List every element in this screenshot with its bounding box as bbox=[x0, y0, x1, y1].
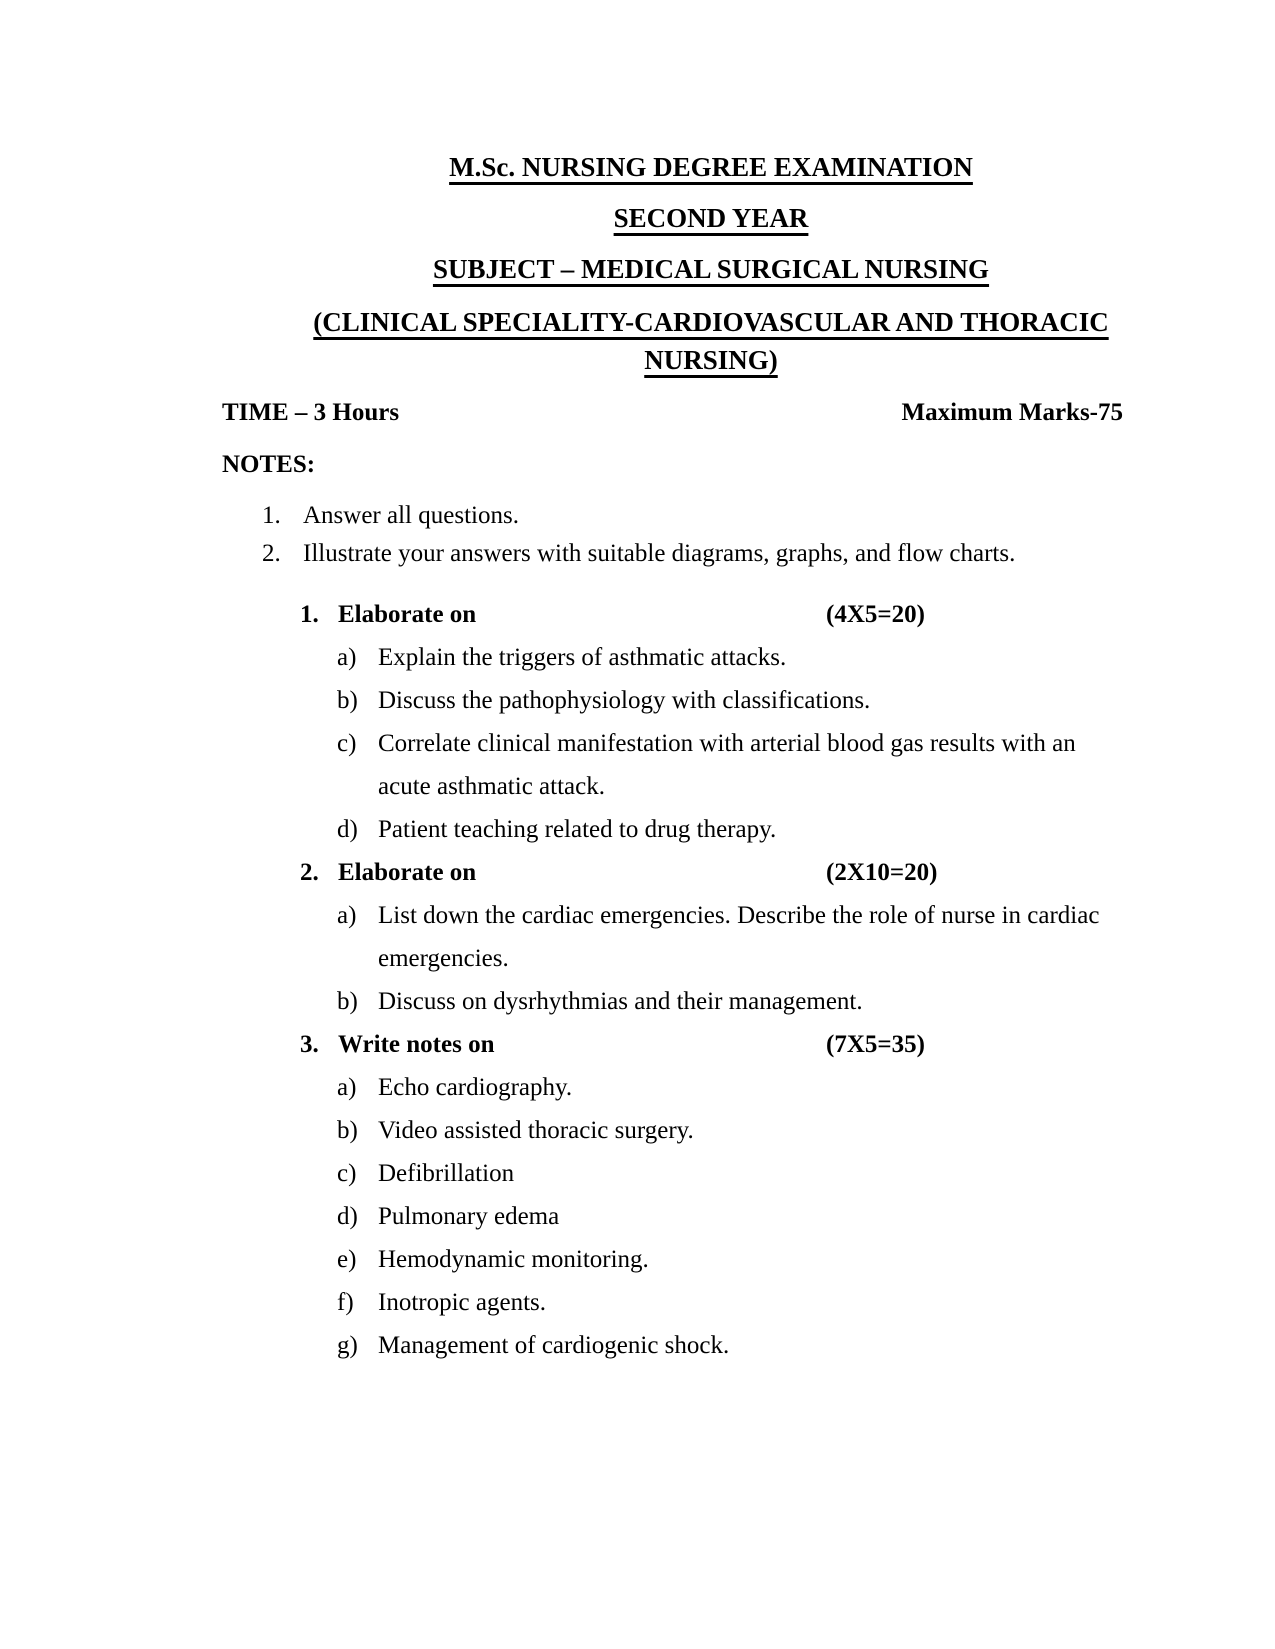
item-letter: d) bbox=[337, 816, 358, 843]
item-letter: d) bbox=[337, 1203, 358, 1230]
question-item bbox=[337, 679, 1275, 722]
item-text: Patient teaching related to drug therapy. bbox=[378, 816, 777, 843]
item-text: Correlate clinical manifestation with arterial blood gas results with an acute asthmatic attack. bbox=[378, 730, 1076, 800]
item-text: Pulmonary edema bbox=[378, 1203, 560, 1230]
question-heading bbox=[300, 593, 1275, 636]
question-item bbox=[337, 636, 1275, 679]
time-label: TIME – 3 Hours bbox=[222, 399, 400, 426]
item-text: Explain the triggers of asthmatic attacks. bbox=[378, 644, 787, 671]
question-number: 2. bbox=[300, 859, 319, 886]
question-heading bbox=[300, 1023, 1275, 1066]
item-letter: b) bbox=[337, 1117, 358, 1144]
question-marks: (2X10=20) bbox=[826, 859, 938, 886]
item-letter: a) bbox=[337, 1074, 357, 1101]
question-label: Write notes on bbox=[338, 1031, 495, 1058]
item-letter: b) bbox=[337, 988, 358, 1015]
item-letter: f) bbox=[337, 1289, 354, 1316]
question-label: Elaborate on bbox=[338, 601, 477, 628]
note-item bbox=[262, 497, 1275, 535]
item-letter: g) bbox=[337, 1332, 358, 1359]
item-letter: b) bbox=[337, 687, 358, 714]
item-letter: a) bbox=[337, 644, 357, 671]
item-text: Management of cardiogenic shock. bbox=[378, 1332, 730, 1359]
item-text: Defibrillation bbox=[378, 1160, 515, 1187]
title-block bbox=[147, 0, 1275, 379]
question-item bbox=[337, 894, 1275, 980]
question-item bbox=[337, 722, 1275, 808]
exam-title: M.Sc. NURSING DEGREE EXAMINATION bbox=[449, 152, 973, 182]
question-item bbox=[337, 1152, 1275, 1195]
question-number: 3. bbox=[300, 1031, 319, 1058]
question-item bbox=[337, 808, 1275, 851]
question-item bbox=[337, 1324, 1275, 1367]
question-heading bbox=[300, 851, 1275, 894]
question-marks: (4X5=20) bbox=[826, 601, 925, 628]
item-text: Echo cardiography. bbox=[378, 1074, 573, 1101]
questions-section bbox=[0, 593, 1275, 1367]
item-text: Hemodynamic monitoring. bbox=[378, 1246, 649, 1273]
item-letter: c) bbox=[337, 730, 357, 757]
notes-heading: NOTES: bbox=[222, 451, 316, 478]
item-text: Inotropic agents. bbox=[378, 1289, 547, 1316]
note-text: Illustrate your answers with suitable diagrams, graphs, and flow charts. bbox=[303, 540, 1016, 567]
item-text: Discuss the pathophysiology with classifications. bbox=[378, 687, 871, 714]
item-text: List down the cardiac emergencies. Describe the role of nurse in cardiac emergencies. bbox=[378, 902, 1100, 972]
note-number: 1. bbox=[262, 502, 281, 529]
meta-row bbox=[222, 395, 1123, 430]
question-label: Elaborate on bbox=[338, 859, 477, 886]
note-number: 2. bbox=[262, 540, 281, 567]
year-title: SECOND YEAR bbox=[613, 203, 809, 233]
note-item bbox=[262, 535, 1275, 573]
question-marks: (7X5=35) bbox=[826, 1031, 925, 1058]
subject-title: SUBJECT – MEDICAL SURGICAL NURSING bbox=[432, 254, 990, 284]
question-item bbox=[337, 980, 1275, 1023]
maximum-marks-label: Maximum Marks-75 bbox=[901, 399, 1123, 426]
item-text: Discuss on dysrhythmias and their management. bbox=[378, 988, 863, 1015]
question-number: 1. bbox=[300, 601, 319, 628]
question-item bbox=[337, 1109, 1275, 1152]
note-text: Answer all questions. bbox=[303, 502, 519, 529]
question-item bbox=[337, 1195, 1275, 1238]
item-text: Video assisted thoracic surgery. bbox=[378, 1117, 694, 1144]
item-letter: a) bbox=[337, 902, 357, 929]
speciality-title: (CLINICAL SPECIALITY-CARDIOVASCULAR AND THORACIC NURSING) bbox=[313, 307, 1109, 375]
question-item bbox=[337, 1066, 1275, 1109]
question-item bbox=[337, 1238, 1275, 1281]
item-letter: c) bbox=[337, 1160, 357, 1187]
question-item bbox=[337, 1281, 1275, 1324]
notes-list bbox=[262, 497, 1275, 573]
item-letter: e) bbox=[337, 1246, 357, 1273]
